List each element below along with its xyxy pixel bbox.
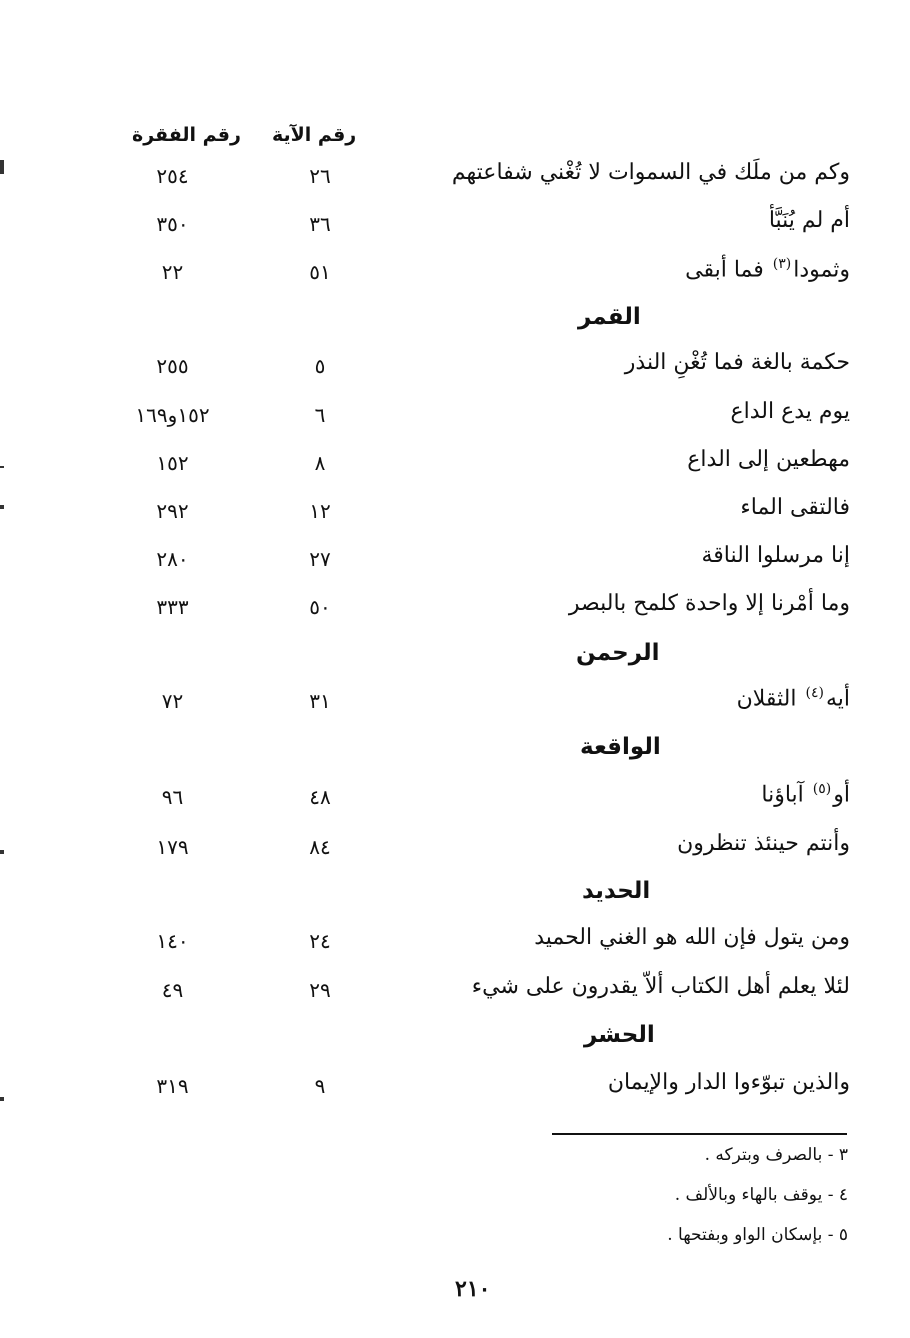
aya-number: ٥٠ xyxy=(309,595,331,619)
entry-text: ومن يتول فإن الله هو الغني الحميد xyxy=(534,925,850,950)
scan-edge-mark xyxy=(0,505,4,509)
entry-text: فالتقى الماء xyxy=(740,495,850,520)
paragraph-number: ٣٣٣ xyxy=(156,595,189,619)
paragraph-number: ٧٢ xyxy=(161,689,184,713)
index-entry xyxy=(120,925,850,965)
aya-number: ٤٨ xyxy=(309,785,331,809)
paragraph-number: ٢٨٠ xyxy=(156,547,189,571)
entry-text: يوم يدع الداع xyxy=(730,399,850,424)
entry-text xyxy=(685,256,850,282)
surah-heading: الواقعة xyxy=(580,734,661,760)
paragraph-number: ٩٦ xyxy=(161,785,184,809)
entry-text: حكمة بالغة فما تُغْنِ النذر xyxy=(624,350,850,375)
surah-heading: الرحمن xyxy=(576,640,660,666)
entry-text-start: أو xyxy=(833,782,850,808)
entry-text-end: الثقلان xyxy=(736,686,797,712)
index-entry xyxy=(120,974,850,1014)
scan-edge-mark xyxy=(0,1097,4,1101)
footnote: ٤ - يوقف بالهاء وبالألف . xyxy=(674,1185,848,1205)
aya-number: ٢٦ xyxy=(309,164,331,188)
aya-number: ٢٤ xyxy=(309,929,331,953)
paragraph-number: ٣٥٠ xyxy=(156,212,189,236)
paragraph-number: ٢٢ xyxy=(161,260,184,284)
aya-number-header: رقم الآية xyxy=(272,124,357,146)
index-entry xyxy=(120,495,850,535)
entry-text: وما أمْرنا إلا واحدة كلمح بالبصر xyxy=(568,591,850,616)
index-entry xyxy=(120,447,850,487)
entry-text xyxy=(737,685,850,711)
aya-number: ١٢ xyxy=(309,499,331,523)
aya-number: ٣١ xyxy=(309,689,331,713)
footnote-ref: (٣) xyxy=(772,256,792,272)
footnote: ٣ - بالصرف وبتركه . xyxy=(704,1145,848,1165)
index-entry xyxy=(120,256,850,296)
aya-number: ٥ xyxy=(314,354,326,378)
paragraph-number: ٤٩ xyxy=(161,978,184,1002)
index-entry xyxy=(120,399,850,439)
paragraph-number: ١٤٠ xyxy=(156,929,189,953)
scan-edge-mark xyxy=(0,466,4,468)
aya-number: ٨ xyxy=(314,451,326,475)
entry-text: أم لم يُنَبَّأ xyxy=(768,208,850,233)
index-entry xyxy=(120,208,850,248)
paragraph-number: ١٧٩ xyxy=(156,835,189,859)
footnote: ٥ - بإسكان الواو وبفتحها . xyxy=(667,1225,848,1245)
entry-text-end: فما أبقى xyxy=(685,257,764,283)
aya-number: ٦ xyxy=(314,403,326,427)
footnote-separator xyxy=(552,1133,847,1135)
entry-text: وكم من ملَك في السموات لا تُغْني شفاعتهم xyxy=(451,160,850,185)
entry-text-start: أيه xyxy=(825,686,850,712)
paragraph-number: ٢٥٥ xyxy=(156,354,189,378)
paragraph-number: ١٥٢و١٦٩ xyxy=(135,403,210,427)
index-entry xyxy=(120,543,850,583)
index-entry xyxy=(120,350,850,390)
aya-number: ٥١ xyxy=(309,260,331,284)
aya-number: ٢٧ xyxy=(309,547,331,571)
index-entry xyxy=(120,1070,850,1110)
scan-edge-mark xyxy=(0,160,4,174)
aya-number: ٣٦ xyxy=(309,212,331,236)
index-entry xyxy=(120,685,850,725)
surah-heading: القمر xyxy=(578,304,641,330)
entry-text xyxy=(761,781,850,807)
footnote-ref: (٤) xyxy=(805,685,824,701)
entry-text: وأنتم حينئذ تنظرون xyxy=(677,831,850,856)
entry-text-end: آباؤنا xyxy=(761,782,804,808)
page-number: ٢١٠ xyxy=(455,1276,491,1302)
entry-text: لئلا يعلم أهل الكتاب ألاّ يقدرون على شيء xyxy=(471,974,850,999)
scan-edge-mark xyxy=(0,850,4,854)
surah-heading: الحديد xyxy=(582,878,651,904)
aya-number: ٨٤ xyxy=(309,835,331,859)
paragraph-number-header: رقم الفقرة xyxy=(132,124,241,146)
index-entry xyxy=(120,591,850,631)
column-headers xyxy=(120,124,380,154)
paragraph-number: ٢٩٢ xyxy=(156,499,189,523)
paragraph-number: ١٥٢ xyxy=(156,451,189,475)
entry-text: والذين تبوّءوا الدار والإيمان xyxy=(607,1070,850,1095)
paragraph-number: ٣١٩ xyxy=(156,1074,189,1098)
index-entry xyxy=(120,781,850,821)
index-entry xyxy=(120,831,850,871)
aya-number: ٢٩ xyxy=(309,978,331,1002)
index-entry xyxy=(120,160,850,200)
entry-text-start: وثمودا xyxy=(793,257,850,283)
surah-heading: الحشر xyxy=(584,1022,655,1048)
entry-text: مهطعين إلى الداع xyxy=(687,447,850,472)
entry-text: إنا مرسلوا الناقة xyxy=(701,543,850,568)
paragraph-number: ٢٥٤ xyxy=(156,164,189,188)
footnote-ref: (٥) xyxy=(812,781,832,797)
aya-number: ٩ xyxy=(314,1074,326,1098)
